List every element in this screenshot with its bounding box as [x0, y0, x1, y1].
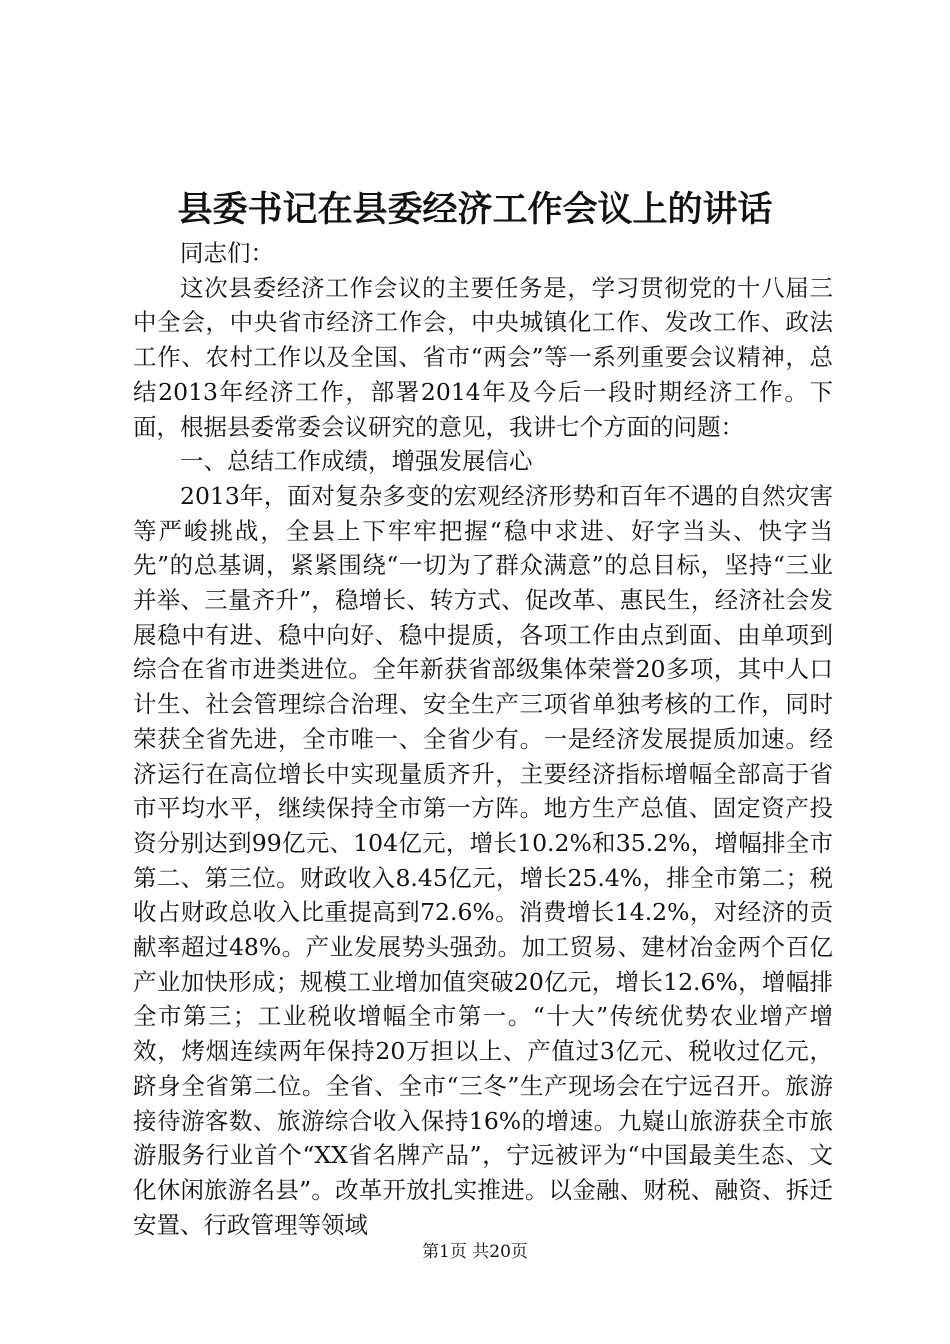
document-body	[133, 236, 833, 1242]
section-heading: 一、总结工作成绩，增强发展信心	[180, 447, 533, 476]
body-paragraph: 2013年，面对复杂多变的宏观经济形势和百年不遇的自然灾害等严峻挑战，全县上下牢牢把握“稳中求进、好字当头、快字当先”的总基调，紧紧围绕“一切为了群众满意”的总目标，坚持“三业并举、三量齐升”，稳增长、转方式、促改革、惠民生，经济社会发展稳中有进、稳中向好、稳中提质，各项工作由点到面、由单项到综合在省市进类进位。全年新获省部级集体荣誉20多项，其中人口计生、社会管理综合治理、安全生产三项省单独考核的工作，同时荣获全省先进，全市唯一、全省少有。一是经济发展提质加速。经济运行在高位增长中实现量质齐升，主要经济指标增幅全部高于省市平均水平，继续保持全市第一方阵。地方生产总值、固定资产投资分别达到99亿元、104亿元，增长10.2%和35.2%，增幅排全市第二、第三位。财政收入8.45亿元，增长25.4%，排全市第二；税收占财政总收入比重提高到72.6%。消费增长14.2%，对经济的贡献率超过48%。产业发展势头强劲。加工贸易、建材冶金两个百亿产业加快形成；规模工业增加值突破20亿元，增长12.6%，增幅排全市第三；工业税收增幅全市第一。“十大”传统优势农业增产增效，烤烟连续两年保持20万担以上、产值过3亿元、税收过亿元，跻身全省第二位。全省、全市“三冬”生产现场会在宁远召开。旅游接待游客数、旅游综合收入保持16%的增速。九嶷山旅游获全市旅游服务行业首个“XX省名牌产品”，宁远被评为“中国最美生态、文化休闲旅游名县”。改革开放扎实推进。以金融、财税、融资、拆迁安置、行政管理等领域	[133, 481, 833, 1239]
document-title: 县委书记在县委经济工作会议上的讲话	[177, 189, 773, 230]
intro-paragraph: 这次县委经济工作会议的主要任务是，学习贯彻党的十八届三中全会，中央省市经济工作会，中央城镇化工作、发改工作、政法工作、农村工作以及全国、省市“两会”等一系列重要会议精神，总结2013年经济工作，部署2014年及今后一段时期经济工作。下面，根据县委常委会议研究的意见，我讲七个方面的问题：	[133, 273, 833, 441]
page-footer: 第1页 共20页	[422, 1242, 528, 1262]
salutation-paragraph: 同志们：	[180, 239, 274, 267]
